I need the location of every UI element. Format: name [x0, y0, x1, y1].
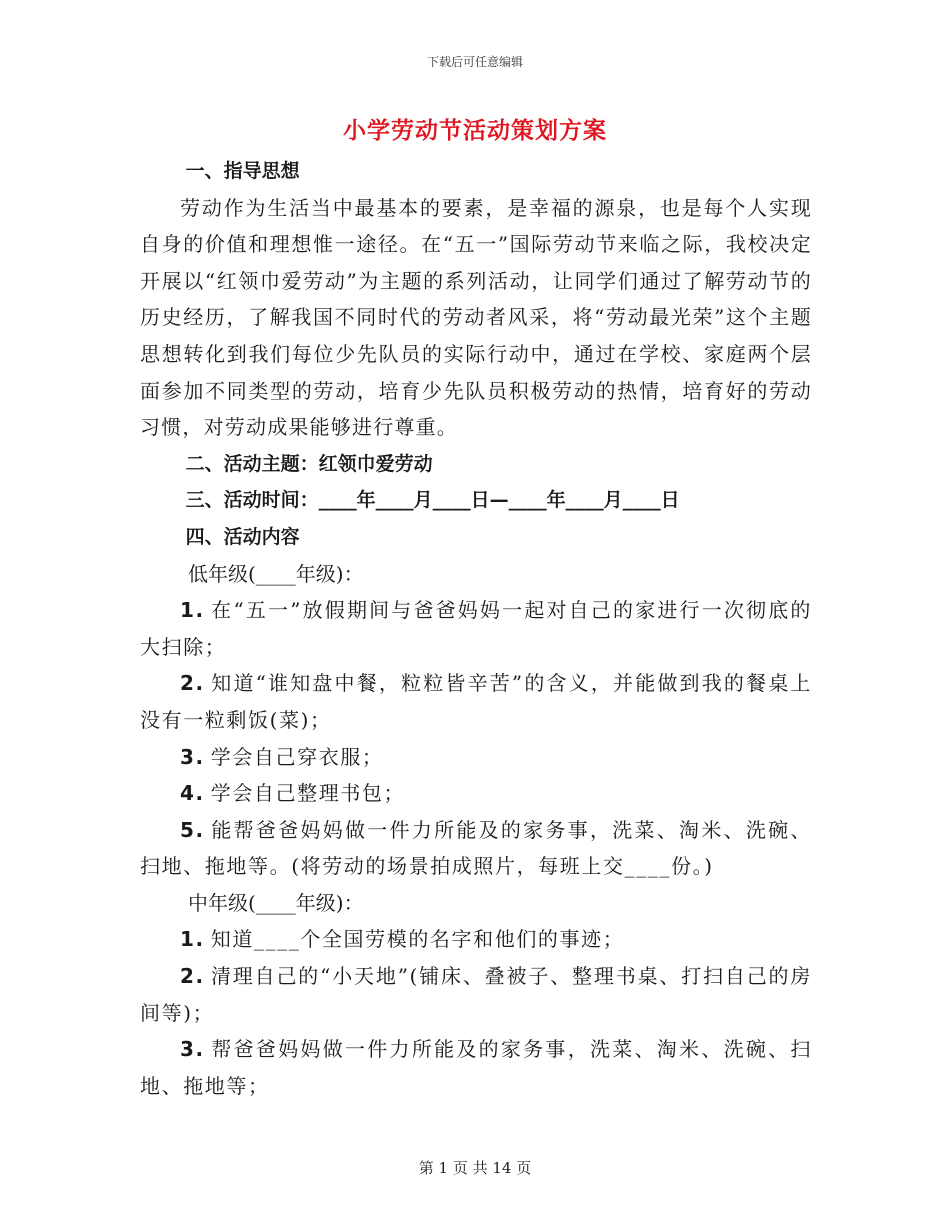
document-title: 小学劳动节活动策划方案	[343, 118, 607, 144]
header-note: 下载后可任意编辑	[426, 55, 523, 69]
low-grade-label: 低年级(____年级)：	[188, 561, 364, 586]
item-number: 1.	[180, 927, 205, 952]
document-body	[140, 153, 812, 1104]
mid-grade-label: 中年级(____年级)：	[188, 890, 364, 915]
item-text: 清理自己的“小天地”(铺床、叠被子、整理书桌、打扫自己的房间等)；	[140, 964, 812, 1025]
guiding-ideology-paragraph: 劳动作为生活当中最基本的要素，是幸福的源泉，也是每个人实现自身的价值和理想惟一途径。在“五一”国际劳动节来临之际，我校决定开展以“红领巾爱劳动”为主题的系列活动，让同学们通过了解劳动节的历史经历，了解我国不同时代的劳动者风采，将“劳动最光荣”这个主题思想转化到我们每位少先队员的实际行动中，通过在学校、家庭两个层面参加不同类型的劳动，培育少先队员积极劳动的热情，培育好的劳动习惯，对劳动成果能够进行尊重。	[140, 195, 812, 440]
page-footer: 第 1 页 共 14 页	[418, 1159, 532, 1177]
item-text: 学会自己整理书包；	[210, 781, 406, 806]
item-text: 知道____个全国劳模的名字和他们的事迹；	[210, 927, 625, 952]
list-item	[140, 592, 812, 665]
section-heading-activity-theme: 二、活动主题：红领巾爱劳动	[185, 452, 433, 475]
item-number: 3.	[180, 744, 205, 769]
item-text: 在“五一”放假期间与爸爸妈妈一起对自己的家进行一次彻底的大扫除；	[140, 598, 812, 659]
item-text: 学会自己穿衣服；	[210, 744, 384, 769]
item-text: 能帮爸爸妈妈做一件力所能及的家务事，洗菜、淘米、洗碗、扫地、拖地等。(将劳动的场景拍成照片，每班上交____份。)	[140, 817, 812, 879]
item-text: 知道“谁知盘中餐，粒粒皆辛苦”的含义，并能做到我的餐桌上没有一粒剩饭(菜)；	[140, 671, 812, 732]
item-number: 1.	[180, 598, 205, 623]
list-item	[140, 665, 812, 738]
list-item	[140, 921, 812, 958]
list-item	[140, 958, 812, 1031]
item-number: 2.	[180, 964, 205, 989]
item-number: 3.	[180, 1037, 205, 1062]
list-item	[140, 775, 812, 812]
list-item	[140, 1031, 812, 1104]
section-heading-guiding-ideology: 一、指导思想	[185, 160, 300, 182]
item-text: 帮爸爸妈妈做一件力所能及的家务事，洗菜、淘米、洗碗、扫地、拖地等；	[140, 1037, 812, 1098]
list-item	[140, 812, 812, 885]
item-number: 2.	[180, 671, 205, 696]
item-number: 4.	[180, 781, 205, 806]
section-heading-activity-content: 四、活动内容	[185, 525, 300, 548]
section-heading-activity-time: 三、活动时间：____年____月____日—____年____月____日	[185, 489, 680, 512]
list-item	[140, 739, 812, 776]
item-number: 5.	[180, 817, 205, 842]
